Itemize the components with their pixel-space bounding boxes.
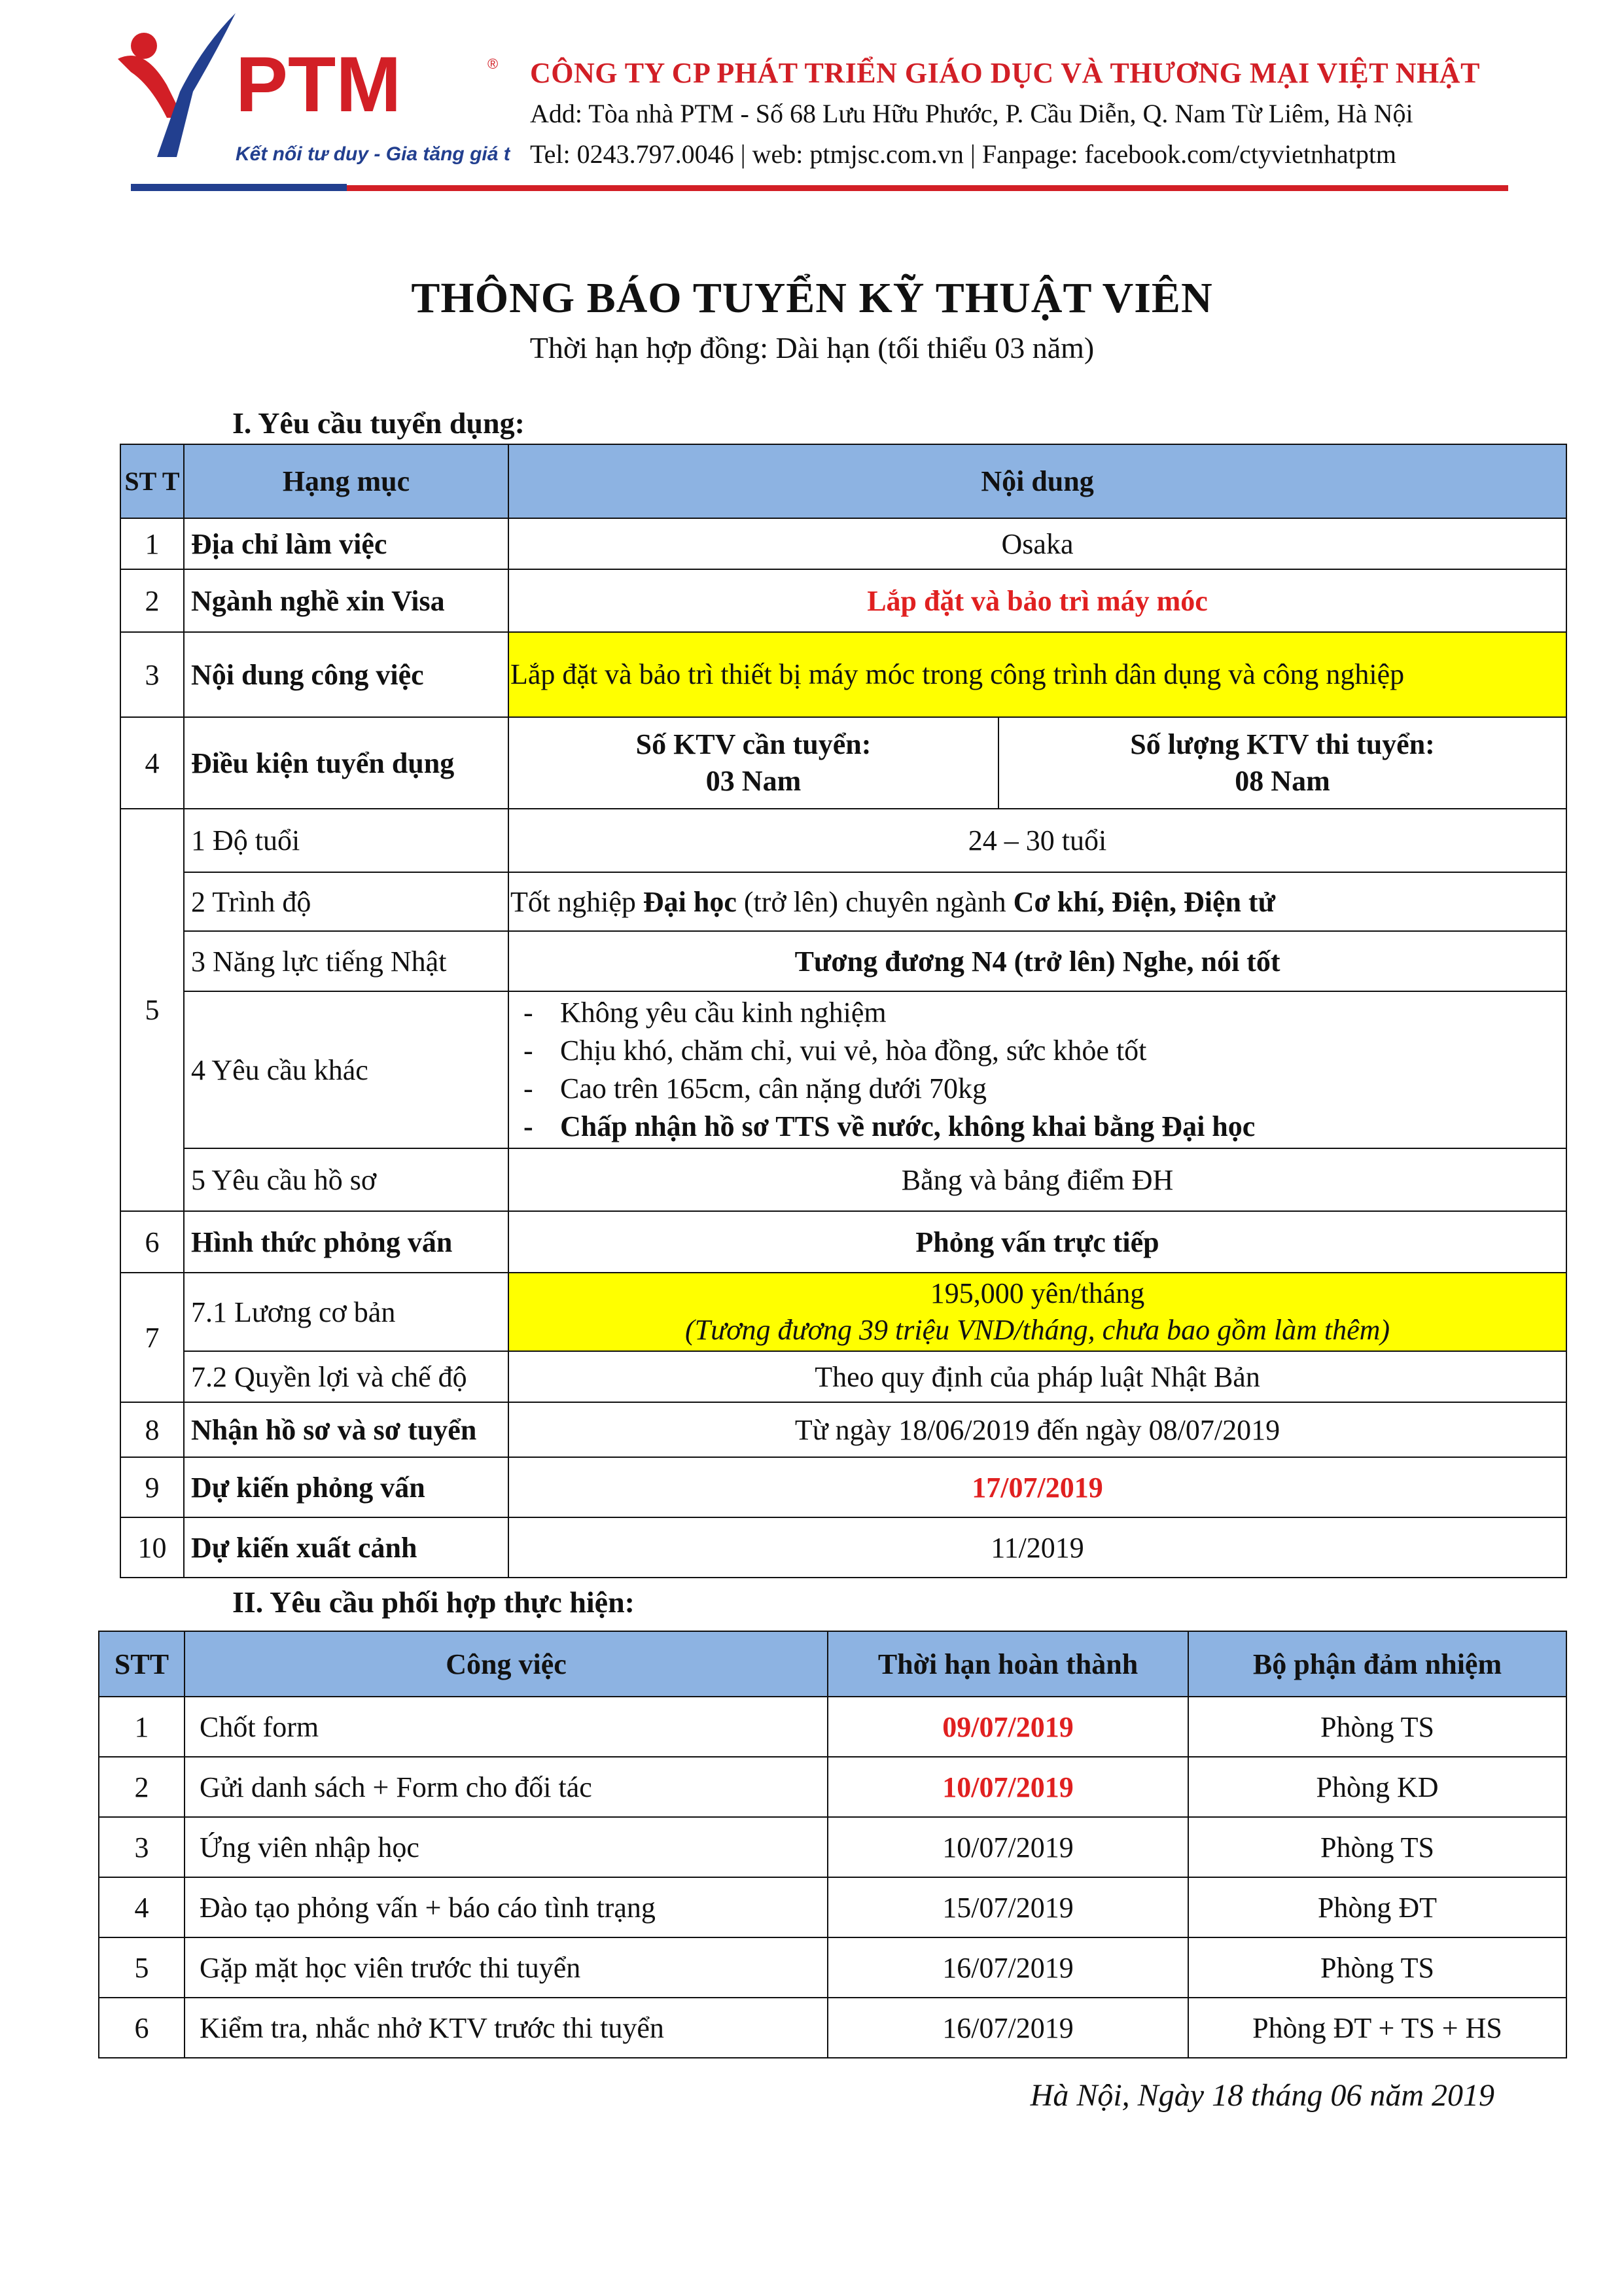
other-req-list (514, 994, 1566, 1146)
row-task: Đào tạo phỏng vấn + báo cáo tình trạng (185, 1877, 828, 1937)
row-item: Điều kiện tuyển dụng (184, 717, 508, 809)
table-row (120, 1402, 1566, 1457)
signature-date: Hà Nội, Ngày 18 tháng 06 năm 2019 (1030, 2078, 1494, 2113)
japanese-label: 3 Năng lực tiếng Nhật (184, 931, 508, 991)
row-number: 4 (99, 1877, 185, 1937)
row-content: Phỏng vấn trực tiếp (508, 1211, 1566, 1273)
row-department: Phòng TS (1188, 1817, 1566, 1877)
table-row (99, 1998, 1566, 2058)
row-content: Lắp đặt và bảo trì thiết bị máy móc trong công trình dân dụng và công nghiệp (508, 632, 1566, 717)
section2-heading: II. Yêu cầu phối hợp thực hiện: (232, 1585, 635, 1619)
row-item: Nhận hồ sơ và sơ tuyển (184, 1402, 508, 1457)
company-address: Add: Tòa nhà PTM - Số 68 Lưu Hữu Phước, P. Cầu Diễn, Q. Nam Từ Liêm, Hà Nội (530, 99, 1413, 128)
row-deadline: 15/07/2019 (828, 1877, 1188, 1937)
row-task: Gặp mặt học viên trước thi tuyển (185, 1937, 828, 1998)
company-name: CÔNG TY CP PHÁT TRIỂN GIÁO DỤC VÀ THƯƠNG MẠI VIỆT NHẬT (530, 57, 1480, 89)
table-row (120, 931, 1566, 991)
table-row (120, 1273, 1566, 1351)
row-number: 10 (120, 1517, 184, 1578)
row-deadline: 16/07/2019 (828, 1998, 1188, 2058)
row-content: Osaka (508, 518, 1566, 569)
logo-slogan: Kết nối tư duy - Gia tăng giá trị (236, 143, 510, 165)
header-stt: ST T (120, 444, 184, 518)
benefit-value: Theo quy định của pháp luật Nhật Bản (508, 1351, 1566, 1402)
salary-label: 7.1 Lương cơ bản (184, 1273, 508, 1351)
row-item: Dự kiến xuất cảnh (184, 1517, 508, 1578)
table-row (120, 991, 1566, 1148)
row-number: 5 (99, 1937, 185, 1998)
row-task: Ứng viên nhập học (185, 1817, 828, 1877)
row-number: 1 (99, 1697, 185, 1757)
education-text: (trở lên) chuyên ngành (736, 885, 1014, 918)
row-number: 5 (120, 809, 184, 1211)
table-row (120, 809, 1566, 872)
row-content: 11/2019 (508, 1517, 1566, 1578)
header-department: Bộ phận đảm nhiệm (1188, 1631, 1566, 1697)
table-row (99, 1697, 1566, 1757)
table-row (99, 1757, 1566, 1817)
table-row (99, 1937, 1566, 1998)
row-number: 8 (120, 1402, 184, 1457)
education-text: Tốt nghiệp (510, 885, 643, 918)
other-req-label: 4 Yêu cầu khác (184, 991, 508, 1148)
salary-cell (508, 1273, 1566, 1351)
row-item: Nội dung công việc (184, 632, 508, 717)
table-row (99, 1817, 1566, 1877)
row-task: Gửi danh sách + Form cho đối tác (185, 1757, 828, 1817)
company-contact: Tel: 0243.797.0046 | web: ptmjsc.com.vn | Fanpage: facebook.com/ctyvietnhatptm (530, 139, 1397, 169)
row-deadline: 16/07/2019 (828, 1937, 1188, 1998)
row-content: 17/07/2019 (508, 1457, 1566, 1517)
age-label: 1 Độ tuổi (184, 809, 508, 872)
company-logo (105, 7, 510, 177)
row-department: Phòng ĐT + TS + HS (1188, 1998, 1566, 2058)
row-department: Phòng KD (1188, 1757, 1566, 1817)
table-header-row (120, 444, 1566, 518)
row-department: Phòng TS (1188, 1697, 1566, 1757)
svg-text:®: ® (487, 56, 499, 72)
row-deadline: 10/07/2019 (828, 1817, 1188, 1877)
row-number: 6 (99, 1998, 185, 2058)
exam-count-value: 08 Nam (1235, 765, 1330, 797)
logo-text: PTM (236, 41, 402, 128)
list-item: - Chịu khó, chăm chỉ, vui vẻ, hòa đồng, sức khỏe tốt (514, 1032, 1566, 1070)
row-item: Hình thức phỏng vấn (184, 1211, 508, 1273)
row-number: 3 (99, 1817, 185, 1877)
row-number: 4 (120, 717, 184, 809)
section1-heading: I. Yêu cầu tuyển dụng: (232, 406, 525, 440)
recruit-count-label: Số KTV cần tuyển: (635, 728, 872, 760)
table-row (99, 1877, 1566, 1937)
table-row (120, 632, 1566, 717)
page-title: THÔNG BÁO TUYỂN KỸ THUẬT VIÊN (411, 274, 1213, 322)
exam-count-label: Số lượng KTV thi tuyển: (1130, 728, 1435, 760)
table-row (120, 1457, 1566, 1517)
table-header-row (99, 1631, 1566, 1697)
docs-value: Bằng và bảng điểm ĐH (508, 1148, 1566, 1211)
table-row (120, 569, 1566, 632)
benefit-label: 7.2 Quyền lợi và chế độ (184, 1351, 508, 1402)
japanese-value: Tương đương N4 (trở lên) Nghe, nói tốt (508, 931, 1566, 991)
requirements-table (120, 444, 1567, 1578)
row-deadline: 10/07/2019 (828, 1757, 1188, 1817)
row-item: Dự kiến phỏng vấn (184, 1457, 508, 1517)
education-value (508, 872, 1566, 931)
education-degree: Đại học (643, 885, 737, 918)
row-department: Phòng TS (1188, 1937, 1566, 1998)
list-item: - Chấp nhận hồ sơ TTS về nước, không khai bằng Đại học (514, 1108, 1566, 1146)
row-item: Địa chỉ làm việc (184, 518, 508, 569)
exam-count-cell (998, 717, 1566, 809)
row-number: 2 (120, 569, 184, 632)
row-number: 9 (120, 1457, 184, 1517)
table-row (120, 1517, 1566, 1578)
table-row (120, 717, 1566, 809)
header-divider-accent (131, 184, 347, 191)
table-row (120, 1351, 1566, 1402)
row-item: Ngành nghề xin Visa (184, 569, 508, 632)
row-number: 7 (120, 1273, 184, 1402)
recruit-count-cell (508, 717, 998, 809)
header-task: Công việc (185, 1631, 828, 1697)
education-label: 2 Trình độ (184, 872, 508, 931)
salary-value: 195,000 yên/tháng (930, 1277, 1145, 1309)
table-row (120, 518, 1566, 569)
row-task: Chốt form (185, 1697, 828, 1757)
other-req-list-cell (508, 991, 1566, 1148)
coordination-table (98, 1631, 1567, 2058)
header-category: Hạng mục (184, 444, 508, 518)
header-deadline: Thời hạn hoàn thành (828, 1631, 1188, 1697)
row-task: Kiểm tra, nhắc nhở KTV trước thi tuyển (185, 1998, 828, 2058)
list-item: - Cao trên 165cm, cân nặng dưới 70kg (514, 1070, 1566, 1108)
salary-note: (Tương đương 39 triệu VND/tháng, chưa bao gồm làm thêm) (684, 1314, 1390, 1346)
header-content: Nội dung (508, 444, 1566, 518)
list-item: - Không yêu cầu kinh nghiệm (514, 994, 1566, 1032)
table-row (120, 1148, 1566, 1211)
row-number: 3 (120, 632, 184, 717)
row-number: 2 (99, 1757, 185, 1817)
row-deadline: 09/07/2019 (828, 1697, 1188, 1757)
row-number: 1 (120, 518, 184, 569)
page-subtitle: Thời hạn hợp đồng: Dài hạn (tối thiểu 03 năm) (529, 331, 1095, 364)
header-stt: STT (99, 1631, 185, 1697)
row-content: Từ ngày 18/06/2019 đến ngày 08/07/2019 (508, 1402, 1566, 1457)
row-number: 6 (120, 1211, 184, 1273)
table-row (120, 1211, 1566, 1273)
table-row (120, 872, 1566, 931)
recruit-count-value: 03 Nam (705, 765, 802, 797)
education-major: Cơ khí, Điện, Điện tử (1013, 885, 1276, 918)
row-content: Lắp đặt và bảo trì máy móc (508, 569, 1566, 632)
age-value: 24 – 30 tuổi (508, 809, 1566, 872)
docs-label: 5 Yêu cầu hồ sơ (184, 1148, 508, 1211)
row-department: Phòng ĐT (1188, 1877, 1566, 1937)
